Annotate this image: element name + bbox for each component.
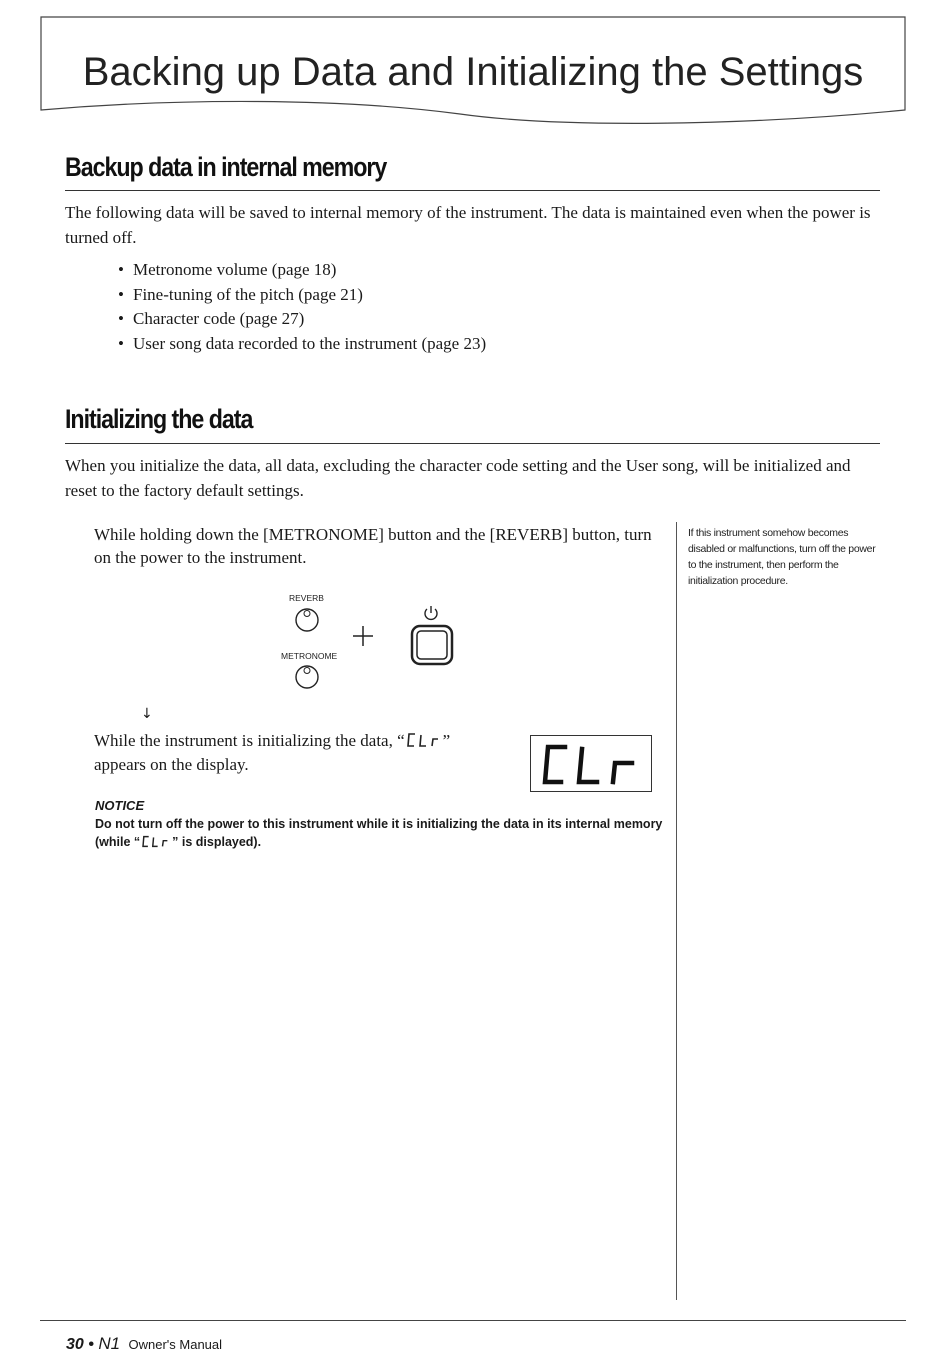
plus-icon [351, 624, 375, 648]
side-note: If this instrument somehow becomes disabled or malfunctions, turn off the power to the instrument, then perform the initialization procedure. [688, 527, 876, 587]
step-result-end: ” appears on the display. [94, 731, 451, 774]
backup-data-list [118, 258, 486, 356]
list-item: • Fine-tuning of the pitch (page 21) [118, 283, 486, 308]
section-heading-backup: Backup data in internal memory [65, 152, 387, 182]
model-name: N1 [98, 1334, 121, 1353]
power-symbol-icon [421, 604, 441, 622]
step-result-start: While the instrument is initializing the data, “ [94, 731, 405, 750]
list-item: • Metronome volume (page 18) [118, 258, 486, 283]
metronome-button-icon [294, 664, 320, 690]
metronome-label: METRONOME [281, 651, 338, 661]
lcd-display [530, 735, 652, 792]
step-instruction: While holding down the [METRONOME] button and the [REVERB] button, turn on the power to the instrument. [94, 525, 652, 567]
footer-separator: • [88, 1336, 94, 1353]
power-button-icon [410, 624, 454, 666]
title-banner [40, 16, 906, 124]
column-divider [676, 522, 677, 1300]
page-footer [66, 1334, 222, 1354]
step-result [94, 729, 494, 777]
clr-segment-icon [141, 835, 171, 848]
section-rule [65, 443, 880, 444]
backup-intro: The following data will be saved to internal memory of the instrument. The data is maintained even when the power is turned off. [65, 203, 871, 247]
down-arrow-icon: ↓ [141, 706, 153, 722]
list-item: • Character code (page 27) [118, 307, 486, 332]
page-number: 30 [66, 1336, 84, 1353]
list-item: • User song data recorded to the instrument (page 23) [118, 332, 486, 357]
manual-name: Owner's Manual [128, 1337, 223, 1352]
reverb-button-icon [294, 607, 320, 633]
lcd-segment-graphic [531, 736, 651, 791]
notice-text-end: ” is displayed). [172, 834, 262, 849]
clr-segment-icon [406, 732, 442, 748]
section-rule [65, 190, 880, 191]
section-heading-initializing: Initializing the data [65, 404, 253, 434]
notice-text [95, 816, 665, 851]
initializing-intro: When you initialize the data, all data, excluding the character code setting and the User song, will be initialized and reset to the factory default settings. [65, 456, 851, 500]
notice-title: NOTICE [95, 798, 145, 813]
footer-rule [40, 1320, 906, 1321]
reverb-label: REVERB [289, 593, 324, 603]
page-title: Backing up Data and Initializing the Settings [82, 50, 864, 94]
notice-text-start: Do not turn off the power to this instrument while it is initializing the data in its internal memory (while “ [95, 817, 663, 849]
